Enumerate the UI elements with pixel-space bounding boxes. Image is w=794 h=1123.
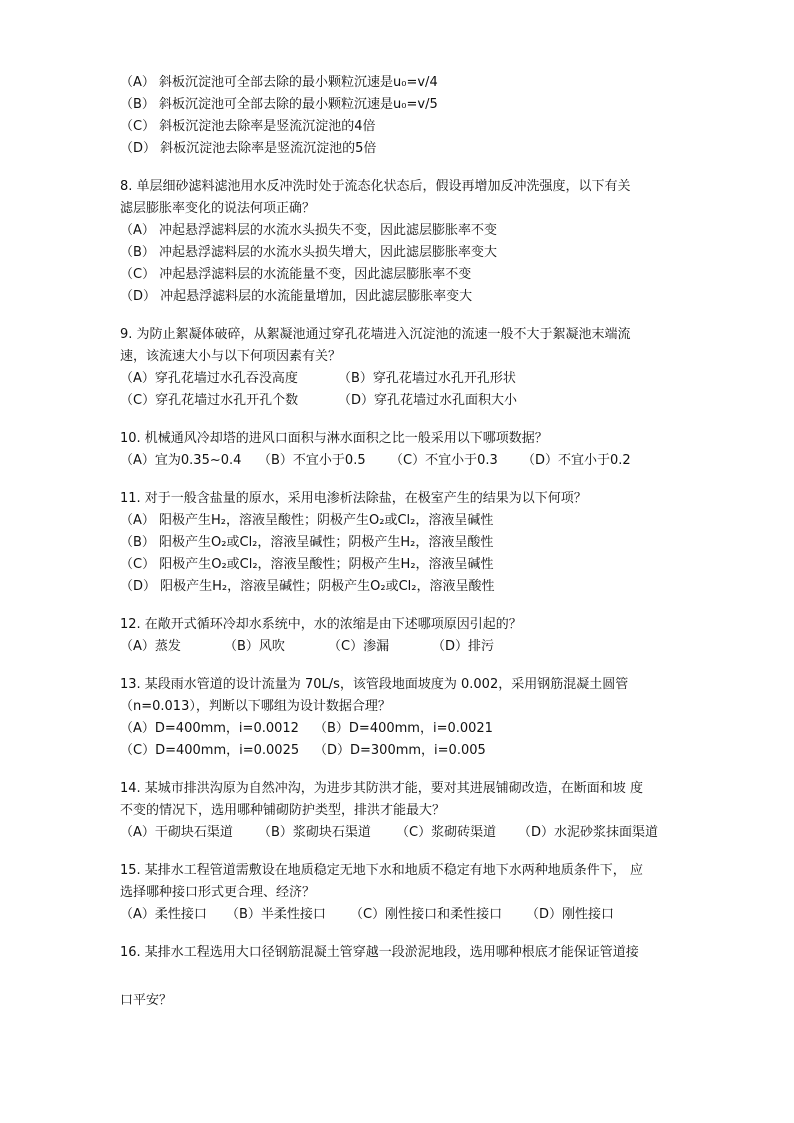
q8-option-b: （B） 冲起悬浮滤料层的水流水头损失增大，因此滤层膨胀率变大 [120, 245, 498, 260]
q9-stem-line1: 9. 为防止絮凝体破碎，从絮凝池通过穿孔花墙进入沉淀池的流速一般不大于絮凝池末端流 [120, 327, 631, 342]
q15-options [120, 904, 680, 926]
q15-option-a: （A）柔性接口 [120, 907, 207, 922]
q11-option-b: （B） 阳极产生O₂或Cl₂，溶液呈碱性；阴极产生H₂，溶液呈酸性 [120, 535, 494, 550]
q12-option-b: （B）风吹 [224, 639, 285, 654]
q14-options [120, 822, 680, 844]
q8-stem-line1: 8. 单层细砂滤料滤池用水反冲洗时处于流态化状态后，假设再增加反冲洗强度，以下有关 [120, 179, 631, 194]
q12-option-d: （D）排污 [432, 639, 495, 654]
q15-option-b: （B）半柔性接口 [226, 907, 326, 922]
question-10 [120, 428, 680, 472]
question-13 [120, 674, 680, 762]
question-8 [120, 176, 680, 308]
q8-stem-line2: 滤层膨胀率变化的说法何项正确？ [120, 201, 316, 216]
q9-options-row1 [120, 368, 680, 390]
q11-option-d: （D） 阳极产生H₂，溶液呈碱性；阴极产生O₂或Cl₂，溶液呈酸性 [120, 579, 495, 594]
q13-stem-line1: 13. 某段雨水管道的设计流量为 70L/s，该管段地面坡度为 0.002，采用钢筋混凝土圆管 [120, 677, 629, 692]
q11-option-a: （A） 阳极产生H₂，溶液呈酸性；阴极产生O₂或Cl₂，溶液呈碱性 [120, 513, 494, 528]
q12-options [120, 636, 680, 658]
q11-option-c: （C） 阳极产生O₂或Cl₂，溶液呈酸性；阴极产生H₂，溶液呈碱性 [120, 557, 494, 572]
q12-option-c: （C）渗漏 [328, 639, 390, 654]
q14-option-b: （B）浆砌块石渠道 [258, 825, 371, 840]
q13-option-c: （C）D=400mm，i=0.0025 [120, 743, 300, 758]
q15-option-c: （C）刚性接口和柔性接口 [350, 907, 503, 922]
q10-option-b: （B）不宜小于0.5 [258, 453, 366, 468]
q11-stem: 11. 对于一般含盐量的原水，采用电渗析法除盐，在极室产生的结果为以下何项？ [120, 491, 587, 506]
q8-option-a: （A） 冲起悬浮滤料层的水流水头损失不变，因此滤层膨胀率不变 [120, 223, 498, 238]
question-16 [120, 942, 680, 1012]
q15-option-d: （D）刚性接口 [526, 907, 615, 922]
q9-option-d: （D）穿孔花墙过水孔面积大小 [338, 393, 518, 408]
q9-option-c: （C）穿孔花墙过水孔开孔个数 [120, 393, 299, 408]
q7-option-a: （A） 斜板沉淀池可全部去除的最小颗粒沉速是u₀=v/4 [120, 75, 438, 90]
q15-stem-line2: 选择哪种接口形式更合理、经济？ [120, 885, 316, 900]
q12-stem: 12. 在敞开式循环冷却水系统中，水的浓缩是由下述哪项原因引起的？ [120, 617, 522, 632]
q14-option-d: （D）水泥砂浆抹面渠道 [518, 825, 659, 840]
document-page [120, 72, 680, 1012]
q12-option-a: （A）蒸发 [120, 639, 181, 654]
q10-stem: 10. 机械通风冷却塔的进风口面积与淋水面积之比一般采用以下哪项数据？ [120, 431, 548, 446]
q10-option-a: （A）宜为0.35~0.4 [120, 453, 242, 468]
q13-option-a: （A）D=400mm，i=0.0012 [120, 721, 299, 736]
q15-stem-line1: 15. 某排水工程管道需敷设在地质稳定无地下水和地质不稳定有地下水两种地质条件下， 应 [120, 863, 643, 878]
q8-option-d: （D） 冲起悬浮滤料层的水流能量增加，因此滤层膨胀率变大 [120, 289, 473, 304]
q13-option-d: （D）D=300mm，i=0.005 [314, 743, 486, 758]
question-9 [120, 324, 680, 412]
q7-option-d: （D） 斜板沉淀池去除率是竖流沉淀池的5倍 [120, 141, 377, 156]
q7-option-c: （C） 斜板沉淀池去除率是竖流沉淀池的4倍 [120, 119, 376, 134]
q7-options [120, 72, 680, 160]
q14-stem-line2: 不变的情况下，选用哪种铺砌防护类型，排洪才能最大？ [120, 803, 446, 818]
q13-options-row1 [120, 718, 680, 740]
q8-option-c: （C） 冲起悬浮滤料层的水流能量不变，因此滤层膨胀率不变 [120, 267, 472, 282]
q14-option-c: （C）浆砌砖渠道 [396, 825, 497, 840]
q10-options [120, 450, 680, 472]
q13-stem-line2: （n=0.013），判断以下哪组为设计数据合理？ [120, 699, 391, 714]
question-15 [120, 860, 680, 926]
q16-stem-line1: 16. 某排水工程选用大口径钢筋混凝土管穿越一段淤泥地段，选用哪种根底才能保证管道接 [120, 945, 639, 960]
q10-option-c: （C）不宜小于0.3 [390, 453, 498, 468]
q13-option-b: （B）D=400mm，i=0.0021 [314, 721, 493, 736]
q14-stem-line1: 14. 某城市排洪沟原为自然冲沟，为进步其防洪才能，要对其进展铺砌改造，在断面和坡 度 [120, 781, 643, 796]
question-12 [120, 614, 680, 658]
q13-options-row2 [120, 740, 680, 762]
q10-option-d: （D）不宜小于0.2 [522, 453, 631, 468]
q14-option-a: （A）干砌块石渠道 [120, 825, 233, 840]
q9-options-row2 [120, 390, 680, 412]
q9-option-a: （A）穿孔花墙过水孔吞没高度 [120, 371, 298, 386]
q9-option-b: （B）穿孔花墙过水孔开孔形状 [338, 371, 516, 386]
question-14 [120, 778, 680, 844]
question-11 [120, 488, 680, 598]
q7-option-b: （B） 斜板沉淀池可全部去除的最小颗粒沉速是u₀=v/5 [120, 97, 438, 112]
q16-stem-line2: 口平安？ [120, 993, 173, 1008]
q9-stem-line2: 速，该流速大小与以下何项因素有关？ [120, 349, 342, 364]
